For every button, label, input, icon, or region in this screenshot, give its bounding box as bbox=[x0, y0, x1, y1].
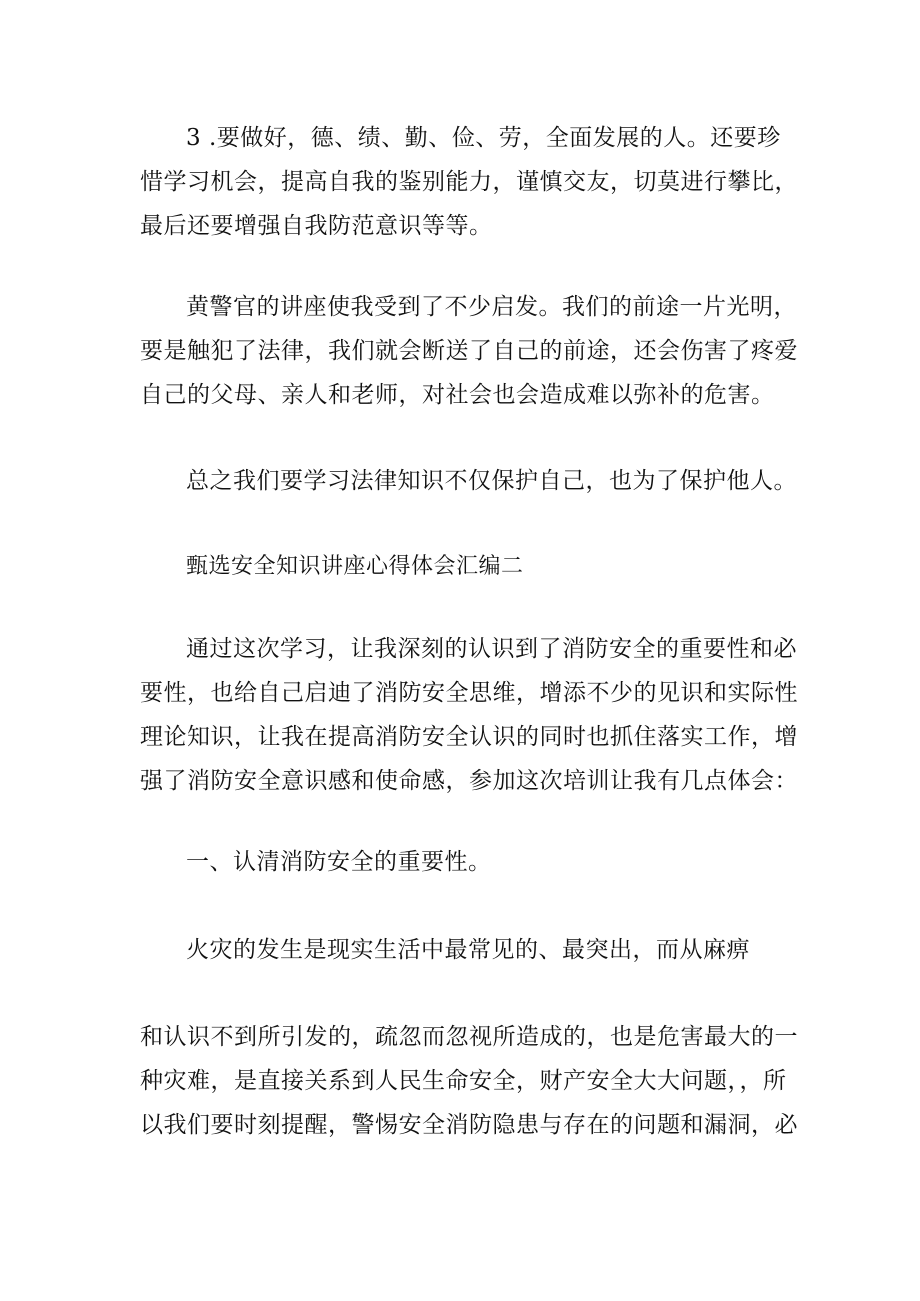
text-line: 强了消防安全意识感和使命感，参加这次培训让我有几点体会： bbox=[140, 768, 798, 794]
paragraph-fire-study bbox=[140, 627, 800, 803]
text-line: 种灾难，是直接关系到人民生命安全，财产安全大大问题，，所 bbox=[140, 1068, 787, 1094]
text-line: 理论知识，让我在提高消防安全认识的同时也抓住落实工作，增 bbox=[140, 724, 798, 750]
text-line: 自己的父母、亲人和老师，对社会也会造成难以弥补的危害。 bbox=[140, 382, 775, 408]
paragraph-virtue bbox=[140, 116, 800, 248]
section-heading bbox=[140, 545, 800, 589]
text-line: 惜学习机会，提高自我的鉴别能力，谨慎交友，切莫进行攀比， bbox=[140, 169, 798, 195]
text-line: 总之我们要学习法律知识不仅保护自己，也为了保护他人。 bbox=[186, 468, 797, 494]
section-title: 甄选安全知识讲座心得体会汇编二 bbox=[186, 554, 524, 579]
paragraph-fire-continued bbox=[140, 1015, 800, 1147]
paragraph-conclusion bbox=[140, 459, 800, 503]
text-line: 和认识不到所引发的，疏忽而忽视所造成的，也是危害最大的一 bbox=[140, 1024, 798, 1050]
text-line: 3 .要做好，德、绩、勤、俭、劳，全面发展的人。还要珍 bbox=[186, 125, 781, 151]
text-line: 火灾的发生是现实生活中最常见的、最突出，而从麻痹 bbox=[186, 937, 750, 963]
text-line: 通过这次学习，让我深刻的认识到了消防安全的重要性和必 bbox=[186, 636, 797, 662]
paragraph-fire-start bbox=[140, 928, 800, 972]
text-line: 最后还要增强自我防范意识等等。 bbox=[140, 213, 493, 239]
text-line: 要是触犯了法律，我们就会断送了自己的前途，还会伤害了疼爱 bbox=[140, 338, 798, 364]
text-line: 黄警官的讲座使我受到了不少启发。我们的前途一片光明， bbox=[186, 294, 797, 320]
point-heading bbox=[140, 840, 800, 884]
paragraph-lecture bbox=[140, 285, 800, 417]
text-line: 以我们要时刻提醒，警惕安全消防隐患与存在的问题和漏洞，必 bbox=[140, 1112, 798, 1138]
text-line: 要性，也给自己启迪了消防安全思维，增添不少的见识和实际性 bbox=[140, 680, 798, 706]
point-title: 一、认清消防安全的重要性。 bbox=[186, 849, 492, 875]
